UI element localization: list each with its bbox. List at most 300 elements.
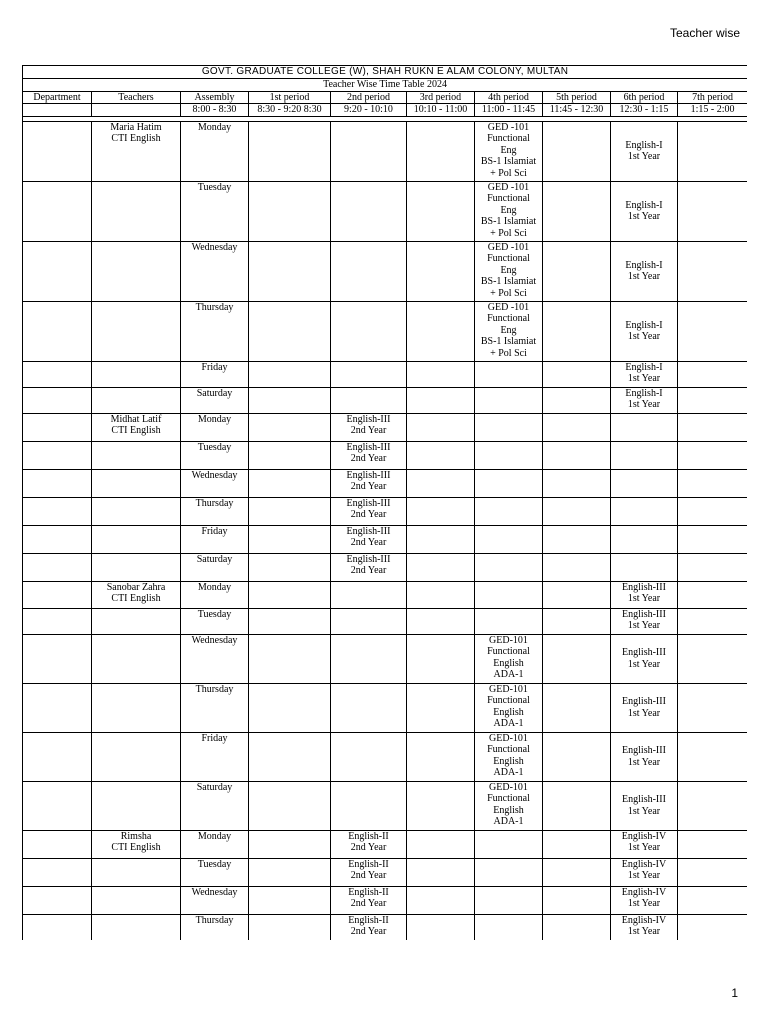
period-text-line: 2nd Year — [350, 926, 387, 937]
period-cell-p4 — [475, 886, 543, 914]
teacher-cell — [92, 241, 181, 301]
period-cell-p6 — [611, 608, 678, 634]
table-row — [23, 732, 748, 781]
period-text-line: GED-101 — [489, 781, 528, 793]
table-row — [23, 581, 748, 608]
period-cell-p4 — [475, 634, 543, 683]
teacher-cell — [92, 469, 181, 497]
department-cell — [23, 732, 92, 781]
period-text-line: GED-101 — [489, 732, 528, 744]
table-row — [23, 608, 748, 634]
day-cell: Wednesday — [181, 634, 249, 683]
period-cell-p4 — [475, 581, 543, 608]
period-text-line: English-III — [622, 647, 666, 658]
period-cell-p2 — [331, 683, 407, 732]
period-cell-p1 — [249, 469, 331, 497]
period-cell-p4 — [475, 413, 543, 441]
period-cell-p7 — [678, 683, 748, 732]
period-cell-p2 — [331, 497, 407, 525]
period-cell-p5 — [543, 441, 611, 469]
period-text-line: Functional — [487, 313, 530, 324]
period-text-line: Functional — [487, 253, 530, 264]
period-cell-p2 — [331, 781, 407, 830]
period-cell-p6 — [611, 553, 678, 581]
period-text-line: English-III — [346, 525, 391, 537]
period-text-line: 2nd Year — [350, 509, 387, 520]
period-cell-p7 — [678, 387, 748, 413]
timetable-sheet — [22, 65, 747, 940]
period-text-line: 2nd Year — [350, 565, 387, 576]
period-time: 12:30 - 1:15 — [611, 104, 678, 117]
table-row — [23, 301, 748, 361]
period-cell-p5 — [543, 387, 611, 413]
department-cell — [23, 301, 92, 361]
table-row — [23, 553, 748, 581]
period-text-line: English-IV — [621, 858, 667, 870]
table-row — [23, 387, 748, 413]
table-row — [23, 781, 748, 830]
period-cell-p3 — [407, 241, 475, 301]
period-cell-p4 — [475, 781, 543, 830]
teacher-cell — [92, 361, 181, 387]
department-cell — [23, 608, 92, 634]
teacher-cell — [92, 781, 181, 830]
period-cell-p4 — [475, 732, 543, 781]
period-text-line: English-I — [625, 139, 663, 151]
period-cell-p4 — [475, 553, 543, 581]
department-cell — [23, 413, 92, 441]
teacher-cell — [92, 634, 181, 683]
period-cell-p3 — [407, 121, 475, 181]
period-cell-p1 — [249, 581, 331, 608]
period-text-line: English-I — [625, 259, 663, 271]
period-cell-p1 — [249, 441, 331, 469]
period-cell-p3 — [407, 886, 475, 914]
department-cell — [23, 181, 92, 241]
period-cell-p3 — [407, 634, 475, 683]
period-text-line: Eng — [500, 324, 517, 336]
period-cell-p1 — [249, 181, 331, 241]
table-row — [23, 413, 748, 441]
period-cell-p2 — [331, 886, 407, 914]
period-text-line: 1st Year — [627, 620, 661, 631]
period-text-line: 1st Year — [627, 898, 661, 909]
period-cell-p6 — [611, 241, 678, 301]
timetable — [22, 65, 747, 940]
period-cell-p2 — [331, 732, 407, 781]
department-cell — [23, 121, 92, 181]
department-cell — [23, 469, 92, 497]
period-cell-p7 — [678, 525, 748, 553]
table-row — [23, 830, 748, 858]
period-text-line: English-II — [348, 858, 389, 870]
period-text-line: GED -101 — [487, 181, 530, 193]
period-cell-p3 — [407, 525, 475, 553]
department-cell — [23, 683, 92, 732]
period-cell-p6 — [611, 634, 678, 683]
period-cell-p3 — [407, 608, 475, 634]
period-cell-p7 — [678, 181, 748, 241]
period-cell-p5 — [543, 858, 611, 886]
period-text-line: 1st Year — [627, 331, 661, 342]
day-cell: Thursday — [181, 683, 249, 732]
table-row — [23, 469, 748, 497]
period-cell-p7 — [678, 608, 748, 634]
period-cell-p2 — [331, 241, 407, 301]
period-cell-p6 — [611, 361, 678, 387]
period-cell-p1 — [249, 683, 331, 732]
period-text-line: Eng — [500, 144, 517, 156]
period-time: 11:00 - 11:45 — [475, 104, 543, 117]
period-cell-p2 — [331, 301, 407, 361]
period-cell-p6 — [611, 683, 678, 732]
day-cell: Thursday — [181, 301, 249, 361]
column-headers — [23, 91, 748, 104]
period-cell-p6 — [611, 525, 678, 553]
period-cell-p7 — [678, 732, 748, 781]
period-cell-p5 — [543, 830, 611, 858]
column-header: 4th period — [475, 91, 543, 104]
period-text-line: BS-1 Islamiat — [480, 156, 537, 167]
period-text-line: GED -101 — [487, 301, 530, 313]
teacher-cell — [92, 441, 181, 469]
period-text-line: 1st Year — [627, 707, 661, 719]
period-text-line: 1st Year — [627, 842, 661, 853]
period-text-line: English-II — [348, 830, 389, 842]
period-cell-p7 — [678, 858, 748, 886]
column-header: Department — [23, 91, 92, 104]
period-cell-p1 — [249, 914, 331, 940]
period-cell-p5 — [543, 683, 611, 732]
period-text-line: English — [493, 706, 524, 718]
period-text-line: 1st Year — [627, 805, 661, 817]
teacher-cell — [92, 553, 181, 581]
teacher-designation: CTI English — [111, 133, 161, 144]
period-text-line: GED -101 — [487, 241, 530, 253]
period-cell-p7 — [678, 886, 748, 914]
period-text-line: English-IV — [621, 830, 667, 842]
day-cell: Tuesday — [181, 608, 249, 634]
teacher-cell — [92, 886, 181, 914]
period-text-line: 1st Year — [627, 211, 661, 222]
department-cell — [23, 886, 92, 914]
period-text-line: 2nd Year — [350, 453, 387, 464]
period-cell-p4 — [475, 830, 543, 858]
period-text-line: English-I — [625, 319, 663, 331]
period-text-line: Functional — [487, 744, 530, 755]
period-cell-p7 — [678, 121, 748, 181]
day-cell: Monday — [181, 413, 249, 441]
period-cell-p6 — [611, 781, 678, 830]
period-cell-p3 — [407, 732, 475, 781]
period-cell-p6 — [611, 886, 678, 914]
period-cell-p2 — [331, 441, 407, 469]
period-cell-p7 — [678, 469, 748, 497]
period-cell-p1 — [249, 525, 331, 553]
period-cell-p5 — [543, 608, 611, 634]
table-row — [23, 241, 748, 301]
period-cell-p3 — [407, 497, 475, 525]
period-cell-p2 — [331, 634, 407, 683]
period-cell-p6 — [611, 914, 678, 940]
period-text-line: 1st Year — [627, 593, 661, 604]
day-cell: Monday — [181, 830, 249, 858]
timetable-body — [23, 121, 748, 940]
period-time: 1:15 - 2:00 — [678, 104, 748, 117]
period-text-line: 2nd Year — [350, 425, 387, 436]
period-text-line: Functional — [487, 133, 530, 144]
period-cell-p4 — [475, 387, 543, 413]
table-row — [23, 525, 748, 553]
period-text-line: English-III — [622, 608, 666, 620]
period-cell-p1 — [249, 830, 331, 858]
period-text-line: Eng — [500, 264, 517, 276]
period-cell-p2 — [331, 553, 407, 581]
column-header: 3rd period — [407, 91, 475, 104]
table-row — [23, 683, 748, 732]
period-cell-p5 — [543, 361, 611, 387]
period-cell-p5 — [543, 886, 611, 914]
day-cell: Tuesday — [181, 858, 249, 886]
period-cell-p7 — [678, 553, 748, 581]
period-cell-p2 — [331, 525, 407, 553]
period-times — [23, 104, 748, 117]
day-cell: Tuesday — [181, 181, 249, 241]
period-text-line: English-III — [622, 794, 666, 805]
period-cell-p4 — [475, 181, 543, 241]
day-cell: Friday — [181, 361, 249, 387]
period-cell-p5 — [543, 181, 611, 241]
department-cell — [23, 497, 92, 525]
period-cell-p5 — [543, 634, 611, 683]
period-cell-p7 — [678, 413, 748, 441]
department-cell — [23, 441, 92, 469]
period-text-line: + Pol Sci — [490, 167, 527, 179]
period-cell-p2 — [331, 914, 407, 940]
department-cell — [23, 241, 92, 301]
period-cell-p2 — [331, 469, 407, 497]
period-cell-p3 — [407, 858, 475, 886]
period-cell-p4 — [475, 683, 543, 732]
day-cell: Tuesday — [181, 441, 249, 469]
period-cell-p2 — [331, 121, 407, 181]
teacher-designation: CTI English — [111, 842, 161, 853]
table-row — [23, 497, 748, 525]
period-text-line: English-IV — [621, 914, 667, 926]
period-cell-p7 — [678, 830, 748, 858]
table-row — [23, 886, 748, 914]
period-cell-p3 — [407, 830, 475, 858]
period-cell-p5 — [543, 732, 611, 781]
period-time: 9:20 - 10:10 — [331, 104, 407, 117]
period-cell-p4 — [475, 241, 543, 301]
period-cell-p2 — [331, 361, 407, 387]
period-cell-p3 — [407, 781, 475, 830]
period-text-line: English-III — [346, 553, 391, 565]
day-cell: Wednesday — [181, 886, 249, 914]
day-cell: Saturday — [181, 387, 249, 413]
time-blank — [23, 104, 92, 117]
teacher-cell — [92, 301, 181, 361]
day-cell: Monday — [181, 121, 249, 181]
column-header: 7th period — [678, 91, 748, 104]
period-cell-p1 — [249, 497, 331, 525]
day-cell: Friday — [181, 732, 249, 781]
department-cell — [23, 858, 92, 886]
teacher-name: Maria Hatim — [110, 121, 162, 133]
department-cell — [23, 361, 92, 387]
column-header: 6th period — [611, 91, 678, 104]
period-cell-p1 — [249, 121, 331, 181]
department-cell — [23, 781, 92, 830]
period-cell-p3 — [407, 581, 475, 608]
period-cell-p7 — [678, 581, 748, 608]
period-text-line: Functional — [487, 646, 530, 657]
period-cell-p3 — [407, 301, 475, 361]
period-cell-p1 — [249, 858, 331, 886]
period-cell-p5 — [543, 553, 611, 581]
day-cell: Wednesday — [181, 241, 249, 301]
teacher-cell — [92, 581, 181, 608]
period-cell-p5 — [543, 241, 611, 301]
period-text-line: 1st Year — [627, 870, 661, 881]
period-text-line: English-III — [346, 441, 391, 453]
department-cell — [23, 525, 92, 553]
period-cell-p1 — [249, 634, 331, 683]
teacher-cell — [92, 497, 181, 525]
period-cell-p7 — [678, 361, 748, 387]
period-cell-p1 — [249, 732, 331, 781]
period-cell-p4 — [475, 525, 543, 553]
table-row — [23, 914, 748, 940]
period-cell-p1 — [249, 301, 331, 361]
period-time: 8:30 - 9:20 8:30 — [249, 104, 331, 117]
period-cell-p2 — [331, 858, 407, 886]
period-cell-p2 — [331, 608, 407, 634]
period-text-line: English-I — [625, 361, 663, 373]
period-cell-p1 — [249, 886, 331, 914]
teacher-cell — [92, 732, 181, 781]
period-cell-p7 — [678, 301, 748, 361]
teacher-name: Rimsha — [120, 830, 152, 842]
period-text-line: English — [493, 657, 524, 669]
period-text-line: + Pol Sci — [490, 347, 527, 359]
period-text-line: 2nd Year — [350, 898, 387, 909]
period-text-line: Eng — [500, 204, 517, 216]
period-text-line: 1st Year — [627, 926, 661, 937]
period-text-line: 1st Year — [627, 373, 661, 384]
period-time: 10:10 - 11:00 — [407, 104, 475, 117]
day-cell: Monday — [181, 581, 249, 608]
period-text-line: ADA-1 — [493, 669, 524, 680]
teacher-cell — [92, 181, 181, 241]
department-cell — [23, 634, 92, 683]
period-cell-p5 — [543, 914, 611, 940]
period-cell-p5 — [543, 121, 611, 181]
period-text-line: 2nd Year — [350, 870, 387, 881]
period-cell-p5 — [543, 581, 611, 608]
period-cell-p6 — [611, 830, 678, 858]
teacher-designation: CTI English — [111, 593, 161, 604]
teacher-cell — [92, 858, 181, 886]
period-cell-p3 — [407, 553, 475, 581]
period-cell-p7 — [678, 914, 748, 940]
period-text-line: ADA-1 — [493, 816, 524, 827]
period-text-line: English-I — [625, 199, 663, 211]
period-text-line: ADA-1 — [493, 718, 524, 729]
period-cell-p4 — [475, 441, 543, 469]
column-header: Assembly — [181, 91, 249, 104]
period-cell-p6 — [611, 732, 678, 781]
period-cell-p6 — [611, 858, 678, 886]
period-text-line: Functional — [487, 793, 530, 804]
period-cell-p4 — [475, 608, 543, 634]
period-cell-p7 — [678, 634, 748, 683]
department-cell — [23, 914, 92, 940]
period-text-line: GED-101 — [489, 683, 528, 695]
period-cell-p3 — [407, 469, 475, 497]
period-cell-p3 — [407, 361, 475, 387]
period-cell-p4 — [475, 361, 543, 387]
teacher-cell — [92, 683, 181, 732]
department-cell — [23, 581, 92, 608]
day-cell: Saturday — [181, 781, 249, 830]
day-cell: Wednesday — [181, 469, 249, 497]
period-text-line: English-III — [346, 469, 391, 481]
day-cell: Saturday — [181, 553, 249, 581]
period-cell-p1 — [249, 387, 331, 413]
period-text-line: Functional — [487, 695, 530, 706]
column-header: 1st period — [249, 91, 331, 104]
table-row — [23, 181, 748, 241]
period-cell-p4 — [475, 469, 543, 497]
college-name: GOVT. GRADUATE COLLEGE (W), SHAH RUKN E ALAM COLONY, MULTAN — [23, 66, 748, 79]
period-cell-p2 — [331, 181, 407, 241]
period-text-line: English-I — [625, 387, 663, 399]
period-cell-p6 — [611, 441, 678, 469]
column-header: 2nd period — [331, 91, 407, 104]
period-cell-p4 — [475, 914, 543, 940]
period-cell-p3 — [407, 181, 475, 241]
period-text-line: English-III — [622, 581, 666, 593]
period-text-line: ADA-1 — [493, 767, 524, 778]
period-text-line: 1st Year — [627, 399, 661, 410]
table-row — [23, 361, 748, 387]
period-cell-p3 — [407, 387, 475, 413]
teacher-name: Sanobar Zahra — [106, 581, 166, 593]
table-row — [23, 634, 748, 683]
period-cell-p7 — [678, 241, 748, 301]
time-blank — [92, 104, 181, 117]
period-cell-p4 — [475, 497, 543, 525]
period-cell-p6 — [611, 581, 678, 608]
teacher-cell — [92, 608, 181, 634]
period-text-line: English-III — [346, 413, 391, 425]
period-cell-p2 — [331, 830, 407, 858]
period-text-line: 1st Year — [627, 271, 661, 282]
period-cell-p3 — [407, 683, 475, 732]
period-cell-p1 — [249, 361, 331, 387]
period-text-line: 1st Year — [627, 756, 661, 768]
teacher-cell — [92, 387, 181, 413]
day-cell: Thursday — [181, 914, 249, 940]
period-text-line: English — [493, 804, 524, 816]
department-cell — [23, 387, 92, 413]
period-text-line: 2nd Year — [350, 537, 387, 548]
period-text-line: 1st Year — [627, 151, 661, 162]
period-text-line: 1st Year — [627, 658, 661, 670]
period-text-line: 2nd Year — [350, 481, 387, 492]
